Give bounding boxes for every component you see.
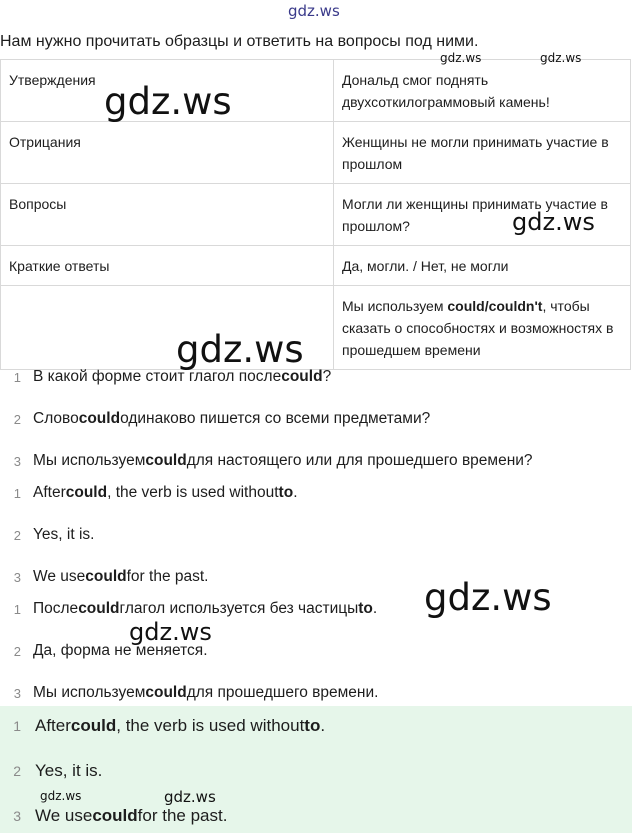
watermark-medium: gdz.ws (129, 618, 212, 646)
item-bold: could (145, 684, 187, 701)
note-bold: could/couldn't (447, 298, 543, 314)
item-number: 3 (13, 808, 21, 824)
item-bold: could (78, 600, 120, 617)
item-bold: could (92, 806, 138, 825)
item-text: After (33, 484, 66, 501)
row-example: Могли ли женщины принимать участие в прошлом? (334, 184, 631, 246)
list-item (0, 481, 298, 505)
watermark-top: gdz.ws (288, 2, 340, 20)
watermark-large: gdz.ws (104, 80, 232, 123)
item-text: . (320, 716, 326, 735)
item-text: одинаково пишется со всеми предметами? (120, 410, 431, 427)
item-bold: could (281, 368, 323, 385)
list-item (0, 803, 227, 829)
item-text: After (35, 716, 71, 735)
item-text: глагол используется без частицы (119, 600, 359, 617)
list-item (0, 565, 208, 589)
list-item (0, 758, 102, 784)
table-row (1, 60, 631, 122)
row-note (334, 286, 631, 370)
item-text: В какой форме стоит глагол после (33, 368, 282, 385)
item-number: 2 (13, 763, 21, 779)
item-bold: to (304, 716, 321, 735)
list-item (0, 449, 533, 473)
table-row (1, 286, 631, 370)
row-label: Вопросы (1, 184, 334, 246)
item-bold: could (85, 568, 127, 585)
row-label: Краткие ответы (1, 246, 334, 286)
item-bold: to (358, 600, 373, 617)
watermark-small: gdz.ws (440, 51, 482, 65)
note-pre: Мы используем (342, 298, 448, 314)
row-label: Утверждения (1, 60, 334, 122)
item-text: We use (35, 806, 93, 825)
item-number: 1 (13, 485, 21, 501)
item-number: 3 (13, 569, 21, 585)
list-item (0, 523, 94, 547)
item-bold: could (65, 484, 108, 501)
table-row (1, 246, 631, 286)
item-text: Мы используем (33, 684, 146, 701)
item-text: , the verb is used without (107, 484, 279, 501)
row-label: Отрицания (1, 122, 334, 184)
item-text: , the verb is used without (116, 716, 305, 735)
note-post: , чтобы сказать о способностях и возможностях в прошедшем времени (342, 298, 614, 358)
item-number: 3 (13, 453, 21, 469)
item-number: 1 (13, 601, 21, 617)
item-text: Слово (33, 410, 79, 427)
watermark-small: gdz.ws (540, 51, 582, 65)
item-bold: could (145, 452, 187, 469)
item-text: . (293, 484, 298, 501)
watermark-large: gdz.ws (424, 576, 552, 619)
list-item (0, 407, 430, 431)
item-text: for the past. (126, 568, 209, 585)
item-text: Да, форма не меняется. (33, 642, 208, 659)
table-row (1, 122, 631, 184)
item-bold: to (278, 484, 294, 501)
watermark-large: gdz.ws (176, 328, 304, 371)
intro-text: Нам нужно прочитать образцы и ответить на вопросы под ними. (0, 33, 479, 50)
item-text: для прошедшего времени. (186, 684, 379, 701)
item-text: Yes, it is. (33, 526, 95, 543)
item-number: 2 (13, 527, 21, 543)
item-text: Yes, it is. (35, 761, 103, 780)
watermark-small: gdz.ws (40, 789, 82, 803)
item-number: 2 (13, 643, 21, 659)
row-example: Дональд смог поднять двухсоткилограммовый камень! (334, 60, 631, 122)
item-text: После (33, 600, 79, 617)
item-text: We use (33, 568, 86, 585)
item-text: для настоящего или для прошедшего времени? (186, 452, 533, 469)
item-bold: could (70, 716, 117, 735)
row-example: Женщины не могли принимать участие в прошлом (334, 122, 631, 184)
item-number: 3 (13, 685, 21, 701)
item-number: 1 (13, 369, 21, 385)
item-number: 2 (13, 411, 21, 427)
list-item (0, 713, 325, 739)
row-example: Да, могли. / Нет, не могли (334, 246, 631, 286)
item-bold: could (78, 410, 121, 427)
watermark-small: gdz.ws (164, 788, 216, 806)
item-number: 1 (13, 718, 21, 734)
item-text: Мы используем (33, 452, 146, 469)
item-text: for the past. (137, 806, 228, 825)
watermark-medium: gdz.ws (512, 208, 595, 236)
list-item (0, 681, 378, 705)
item-text: ? (322, 368, 332, 385)
item-text: . (372, 600, 378, 617)
